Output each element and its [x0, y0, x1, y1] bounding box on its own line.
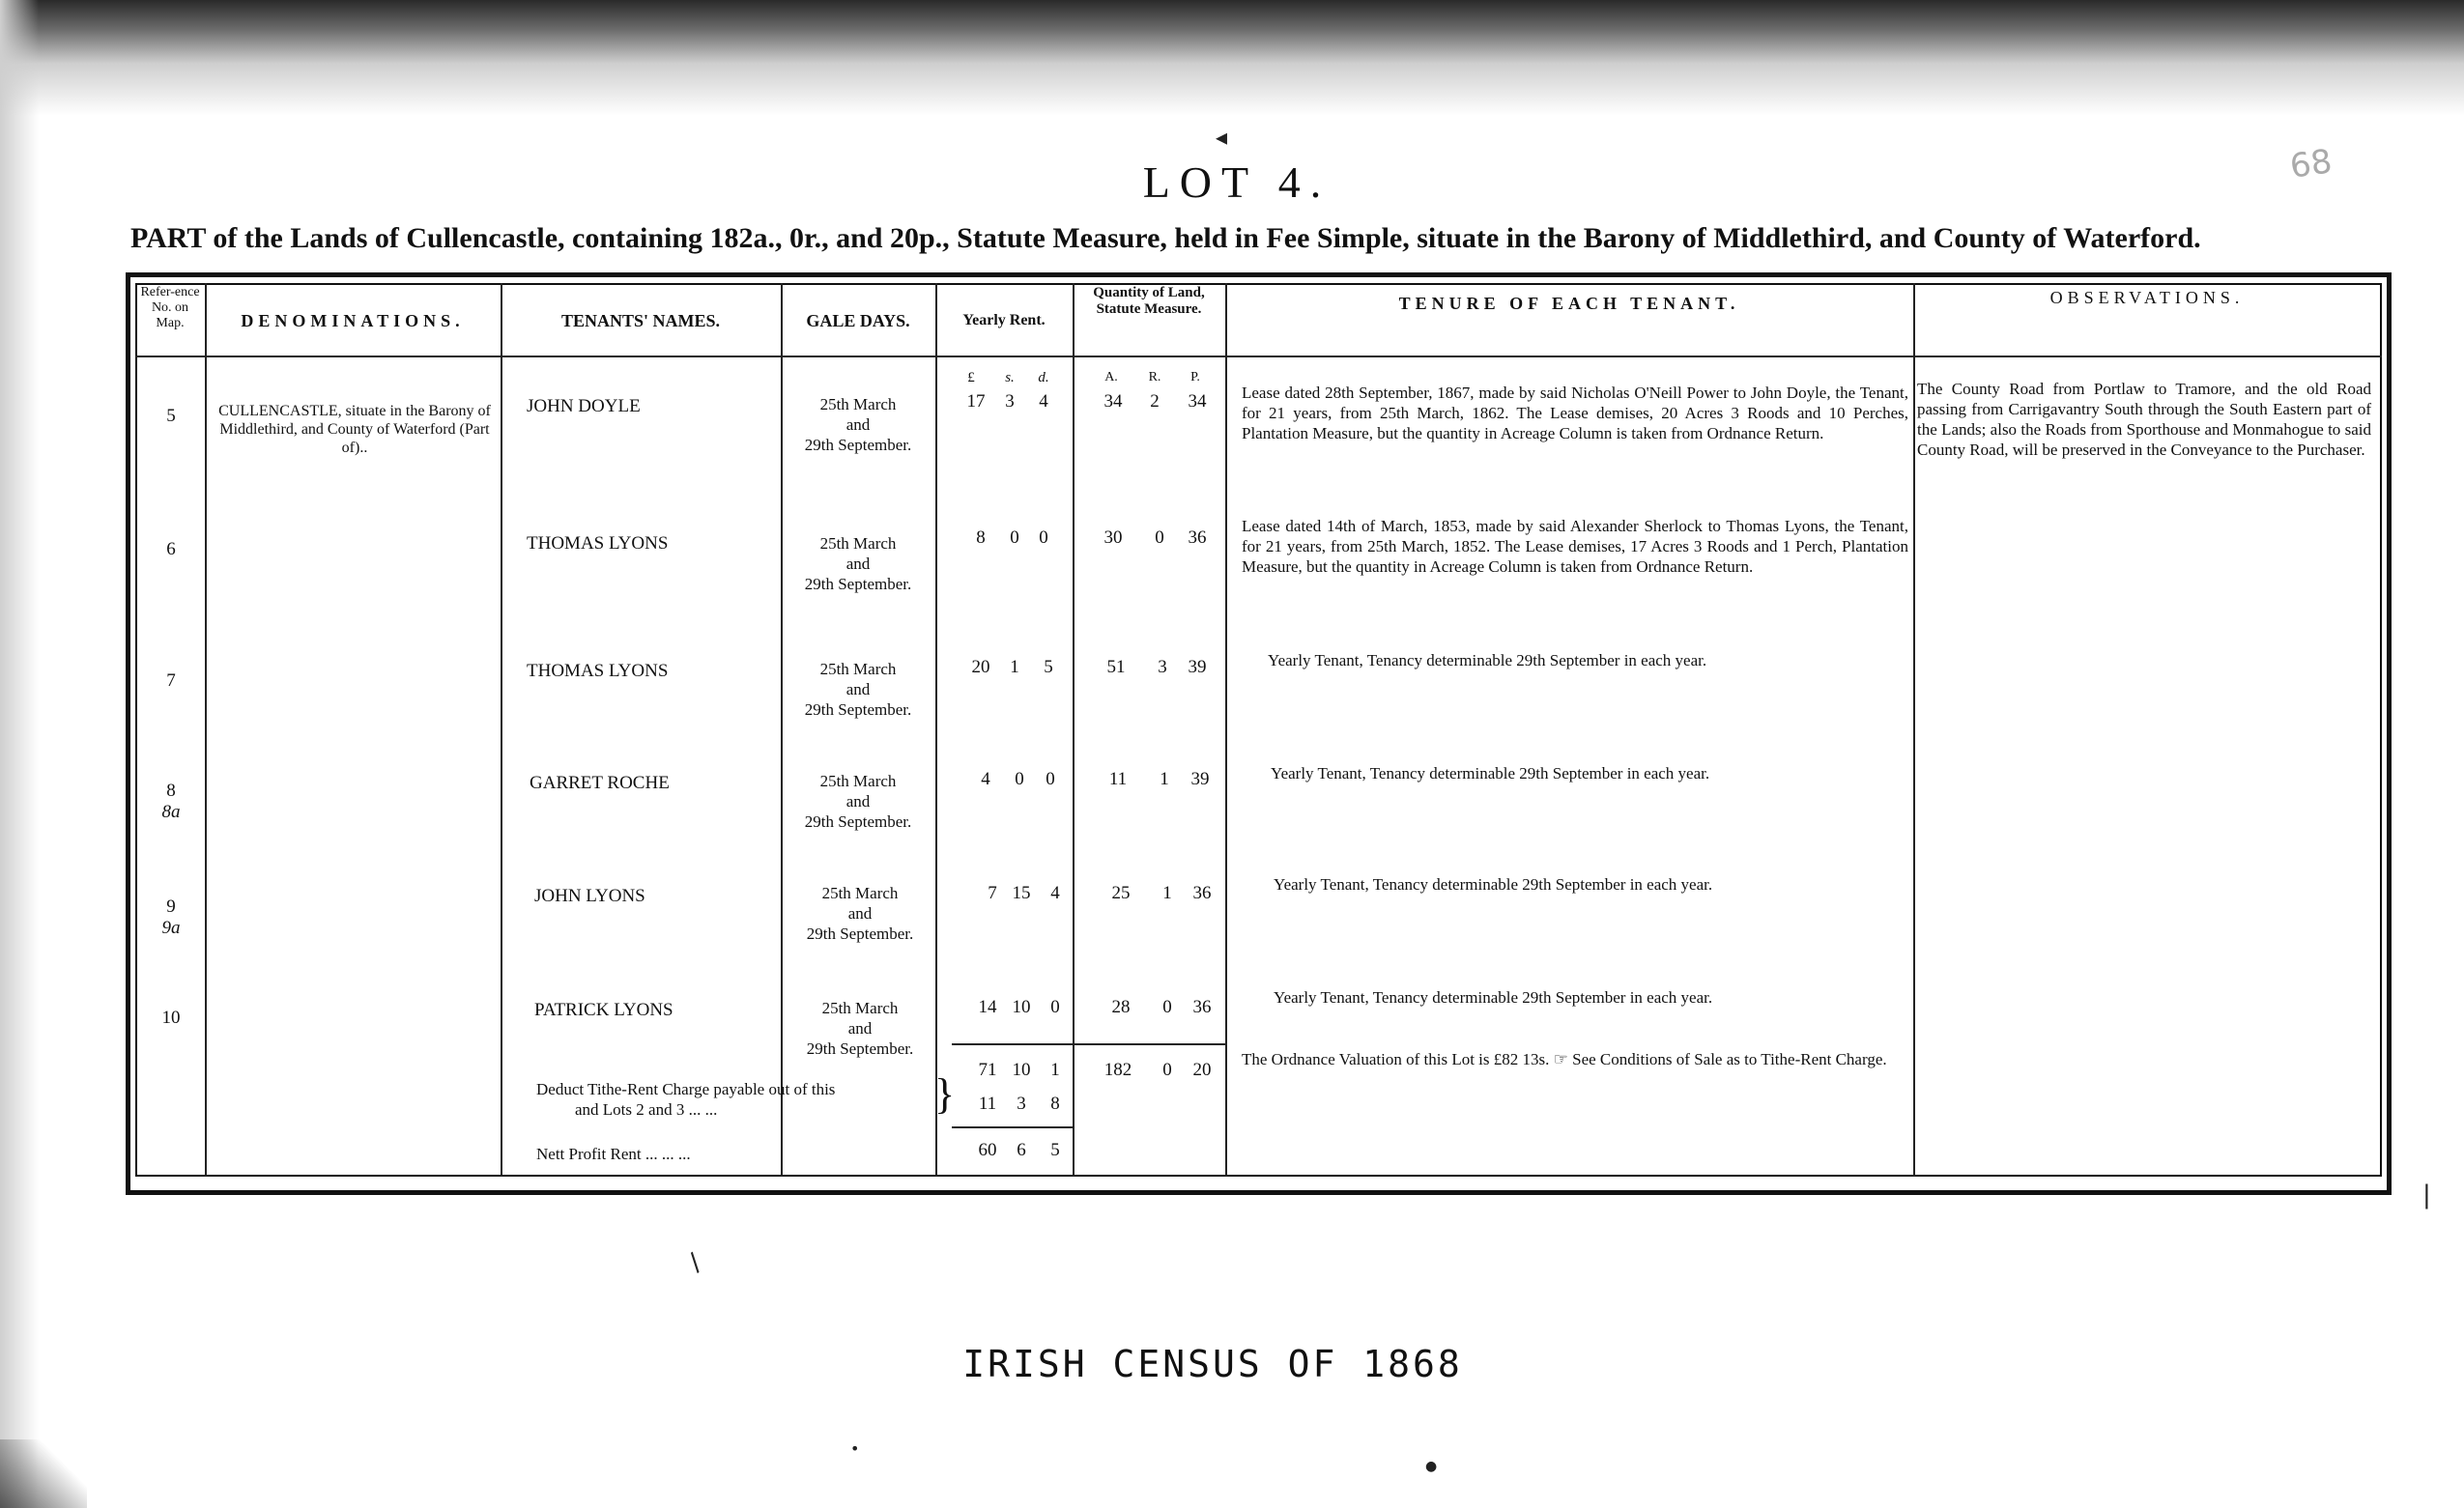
- gale-days: [783, 533, 933, 594]
- land-roods: 1: [1160, 769, 1169, 789]
- header-rule: [135, 356, 2382, 357]
- tenant-name: THOMAS LYONS: [527, 533, 669, 554]
- land-perches: 36: [1192, 883, 1212, 903]
- land-perches: 34: [1188, 391, 1207, 412]
- gale-day-second: 29th September.: [804, 436, 912, 454]
- nett-label: Nett Profit Rent ... ... ...: [536, 1145, 691, 1163]
- land-roods: 1: [1162, 883, 1172, 903]
- row-ref: 5: [166, 406, 176, 426]
- scan-mark-dot: •: [850, 1439, 860, 1458]
- gale-day-and: and: [847, 1019, 873, 1038]
- unit-acres: A.: [1104, 370, 1118, 384]
- tenure-text: Lease dated 28th September, 1867, made by said Nicholas O'Neill Power to John Doyle, the Tenant, for 21 years, from 25th March, 1862. The Lease demises, 20 Acres 3 Roods and 10 Perches, Plantation Measure, but the quantity in Acreage Column is taken from Ordnance Return.: [1242, 384, 1908, 442]
- tenant-name: JOHN DOYLE: [527, 396, 641, 416]
- land-roods: 0: [1162, 997, 1172, 1017]
- footer-caption: IRISH CENSUS OF 1868: [962, 1343, 1463, 1385]
- rent-pence: 0: [1050, 997, 1060, 1017]
- rent-pence: 0: [1046, 769, 1055, 789]
- deduct-pounds: 11: [978, 1094, 997, 1114]
- scan-mark-dot: ●: [1425, 1459, 1438, 1474]
- header-gale-days: GALE DAYS.: [806, 311, 910, 330]
- rent-pounds: 7: [988, 883, 997, 903]
- land-acres: 28: [1111, 997, 1131, 1017]
- gale-days: [783, 771, 933, 832]
- gale-days: [785, 998, 935, 1059]
- header-quantity-of-land: Quantity of Land, Statute Measure.: [1093, 285, 1205, 317]
- unit-perches: P.: [1190, 370, 1200, 384]
- tenant-name: GARRET ROCHE: [530, 773, 670, 793]
- land-acres: 34: [1103, 391, 1123, 412]
- gale-days: [783, 394, 933, 455]
- rent-shillings: 1: [1010, 657, 1019, 677]
- row-ref: 7: [166, 670, 176, 691]
- land-acres: 25: [1111, 883, 1131, 903]
- scan-mark-tick: |: [2422, 1181, 2431, 1209]
- row-ref-sub: 8a: [161, 802, 181, 822]
- deduct-brace: }: [934, 1070, 956, 1118]
- row-ref: 8: [166, 781, 176, 801]
- gale-day-first: 25th March: [819, 395, 897, 413]
- rent-shillings: 15: [1012, 883, 1031, 903]
- tenure-text: Yearly Tenant, Tenancy determinable 29th September in each year.: [1274, 875, 1713, 894]
- nett-pounds: 60: [978, 1140, 997, 1160]
- column-divider: [501, 283, 502, 1177]
- rent-pounds: 8: [976, 527, 986, 548]
- pencil-note: 68: [2287, 142, 2335, 186]
- gale-day-and: and: [845, 792, 871, 811]
- header-tenants-names: TENANTS' NAMES.: [560, 311, 721, 330]
- gale-day-first: 25th March: [819, 534, 897, 553]
- gale-day-second: 29th September.: [804, 575, 912, 593]
- total-acres: 182: [1103, 1060, 1132, 1080]
- land-acres: 11: [1108, 769, 1128, 789]
- unit-pounds: £: [967, 370, 975, 385]
- land-perches: 39: [1190, 769, 1210, 789]
- gale-day-second: 29th September.: [806, 1039, 914, 1058]
- scan-mark-arrow: ◂: [1216, 124, 1228, 151]
- land-roods: 2: [1150, 391, 1160, 412]
- unit-roods: R.: [1148, 370, 1161, 384]
- rent-pounds: 17: [966, 391, 986, 412]
- header-yearly-rent: Yearly Rent.: [962, 312, 1046, 328]
- rent-shillings: 3: [1005, 391, 1015, 412]
- scan-mark-stroke: /: [683, 1248, 707, 1277]
- tenant-name: THOMAS LYONS: [527, 661, 669, 681]
- land-acres: 30: [1103, 527, 1123, 548]
- tenure-text: Lease dated 14th of March, 1853, made by said Alexander Sherlock to Thomas Lyons, the Tenant, for 21 years, from 25th March, 1852. The Lease demises, 17 Acres 3 Roods and 1 Perch, Plantation Measure, but the quantity in Acreage Column is taken from Ordnance Return.: [1242, 517, 1908, 576]
- gale-day-second: 29th September.: [804, 700, 912, 719]
- header-denominations: DENOMINATIONS.: [241, 311, 465, 330]
- scan-edge-shadow-bottom: [0, 1439, 87, 1508]
- nett-pence: 5: [1050, 1140, 1060, 1160]
- nett-rule: [952, 1126, 1073, 1128]
- land-acres: 51: [1106, 657, 1126, 677]
- tenant-name: PATRICK LYONS: [534, 1000, 673, 1020]
- observations-text: The County Road from Portlaw to Tramore, and the old Road passing from Carrigavantry South through the South Eastern part of the Lands; also the Roads from Sporthouse and Monmahogue to said County Road, will be preserved in the Conveyance to the Purchaser.: [1917, 380, 2371, 459]
- gale-day-first: 25th March: [821, 999, 899, 1017]
- rent-pounds: 20: [971, 657, 990, 677]
- unit-shillings: s.: [1005, 370, 1015, 385]
- lot-title: LOT 4.: [1142, 157, 1332, 207]
- rent-pence: 0: [1039, 527, 1048, 548]
- tenant-name: JOHN LYONS: [534, 886, 645, 906]
- deduct-shillings: 3: [1017, 1094, 1026, 1114]
- rent-shillings: 0: [1015, 769, 1024, 789]
- gale-day-and: and: [847, 904, 873, 923]
- total-rent-shillings: 10: [1012, 1060, 1031, 1080]
- rent-shillings: 10: [1012, 997, 1031, 1017]
- rent-pence: 4: [1039, 391, 1048, 412]
- land-perches: 39: [1188, 657, 1207, 677]
- rent-shillings: 0: [1010, 527, 1019, 548]
- gale-day-second: 29th September.: [804, 812, 912, 831]
- header-tenure: TENURE OF EACH TENANT.: [1398, 294, 1740, 313]
- total-rent-pounds: 71: [978, 1060, 997, 1080]
- row-ref: 9: [166, 896, 176, 917]
- header-observations: OBSERVATIONS.: [2049, 288, 2245, 307]
- column-divider: [205, 283, 207, 1177]
- land-perches: 36: [1188, 527, 1207, 548]
- total-rent-pence: 1: [1050, 1060, 1060, 1080]
- tenure-text: Yearly Tenant, Tenancy determinable 29th September in each year.: [1271, 764, 1710, 782]
- denomination-text: CULLENCASTLE, situate in the Barony of Middlethird, and County of Waterford (Part of)..: [218, 403, 491, 456]
- row-ref-sub: 9a: [161, 918, 181, 938]
- gale-days: [783, 659, 933, 720]
- column-divider: [1913, 283, 1915, 1177]
- scan-edge-shadow-left: [0, 0, 39, 1508]
- nett-shillings: 6: [1017, 1140, 1026, 1160]
- gale-days: [785, 883, 935, 944]
- gale-day-first: 25th March: [819, 772, 897, 790]
- rent-pence: 4: [1050, 883, 1060, 903]
- total-perches: 20: [1192, 1060, 1212, 1080]
- rent-pence: 5: [1044, 657, 1053, 677]
- valuation-note: The Ordnance Valuation of this Lot is £82 13s. ☞ See Conditions of Sale as to Tithe-Rent Charge.: [1242, 1050, 1887, 1068]
- gale-day-second: 29th September.: [806, 925, 914, 943]
- land-roods: 3: [1158, 657, 1167, 677]
- gale-day-and: and: [845, 415, 871, 434]
- row-ref: 6: [166, 539, 176, 559]
- gale-day-and: and: [845, 680, 871, 698]
- gale-day-first: 25th March: [819, 660, 897, 678]
- land-roods: 0: [1155, 527, 1164, 548]
- tenure-text: Yearly Tenant, Tenancy determinable 29th September in each year.: [1274, 988, 1713, 1007]
- totals-rule: [952, 1043, 1227, 1045]
- deduct-label: [536, 1079, 932, 1120]
- tenure-text: Yearly Tenant, Tenancy determinable 29th September in each year.: [1268, 651, 1707, 669]
- gale-day-and: and: [845, 555, 871, 573]
- deduct-label-line1: Deduct Tithe-Rent Charge payable out of this: [536, 1080, 836, 1098]
- total-roods: 0: [1162, 1060, 1172, 1080]
- unit-pence: d.: [1038, 370, 1049, 385]
- land-perches: 36: [1192, 997, 1212, 1017]
- row-ref: 10: [161, 1008, 181, 1028]
- document-subtitle: PART of the Lands of Cullencastle, containing 182a., 0r., and 20p., Statute Measure, held in Fee Simple, situate in the Barony of Middlethird, and County of Waterford.: [130, 222, 2201, 254]
- scan-edge-shadow-top: [0, 0, 2464, 116]
- deduct-label-line2: and Lots 2 and 3 ... ...: [575, 1100, 718, 1119]
- rent-pounds: 14: [978, 997, 997, 1017]
- gale-day-first: 25th March: [821, 884, 899, 902]
- header-reference: Refer-ence No. on Map.: [140, 285, 200, 330]
- deduct-pence: 8: [1050, 1094, 1060, 1114]
- column-divider: [935, 283, 937, 1177]
- rent-pounds: 4: [981, 769, 990, 789]
